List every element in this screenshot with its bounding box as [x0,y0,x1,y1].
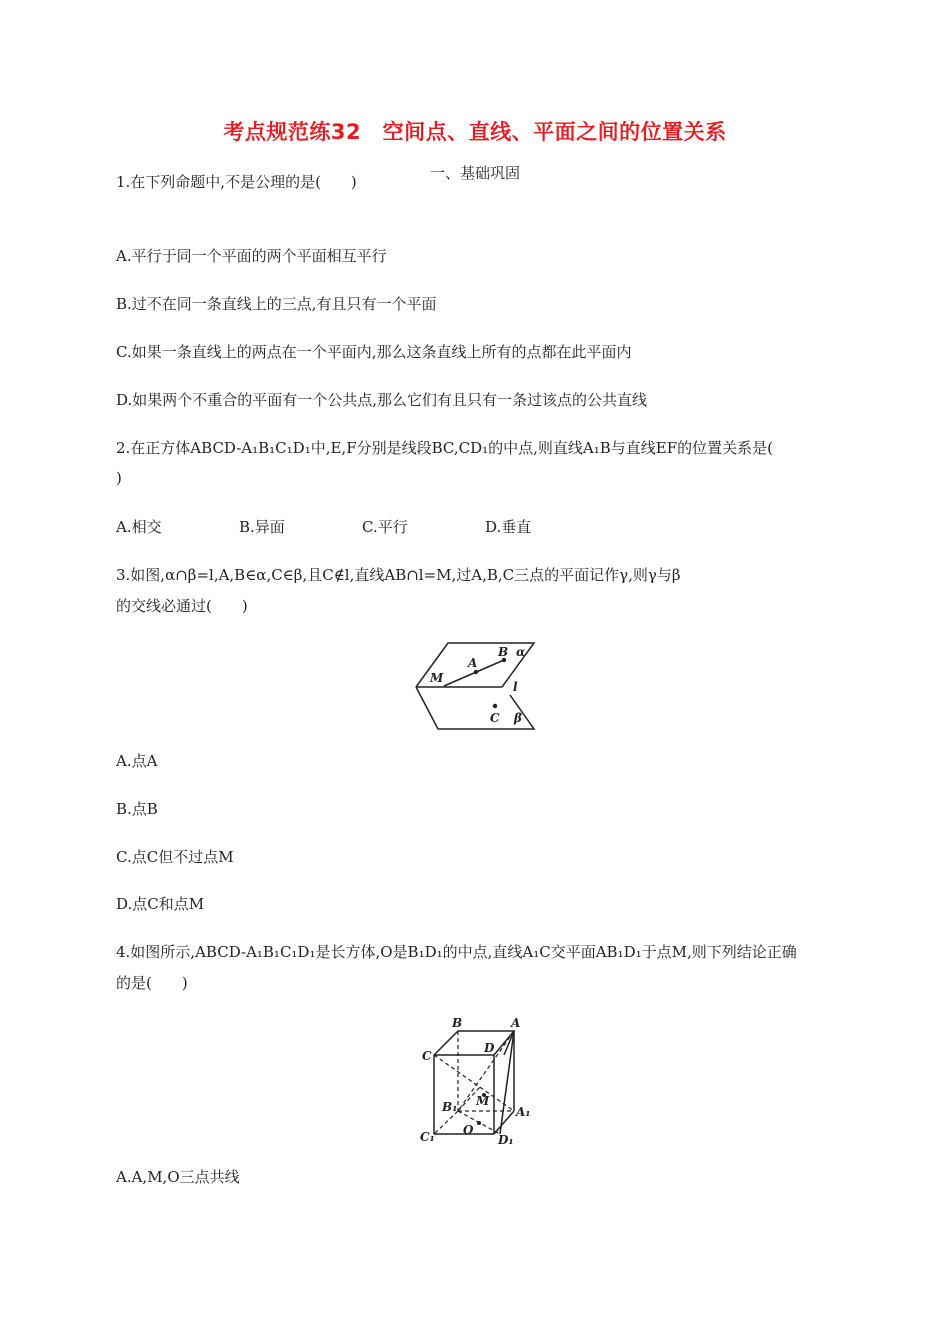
q3-label-beta: β [514,711,522,725]
q2-option-a: A.相交 [116,518,162,536]
q3-label-alpha: α [516,645,526,659]
q3-figure [410,640,540,735]
q1-stem: 1.在下列命题中,不是公理的是( ) [116,173,357,191]
q3-option-b: B.点B [116,800,158,818]
q4-point-o [477,1121,481,1125]
q4-stem-line2: 的是( ) [116,974,188,992]
q1-option-b: B.过不在同一条直线上的三点,有且只有一个平面 [116,295,437,313]
q4-label-b1: B₁ [442,1100,458,1114]
q4-label-c: C [422,1049,432,1063]
q4-label-b: B [452,1016,463,1030]
q4-figure [418,1015,533,1150]
q3-label-c: C [490,711,500,725]
q3-point-a [474,670,478,674]
section-title: 一、基础巩固 [429,164,520,182]
q1-option-a: A.平行于同一个平面的两个平面相互平行 [116,247,387,265]
q4-option-a: A.A,M,O三点共线 [116,1168,240,1186]
q2-option-c: C.平行 [362,518,408,536]
q2-option-b: B.异面 [239,518,285,536]
q3-option-a: A.点A [116,752,158,770]
q4-label-d: D [484,1041,495,1055]
q3-label-a: A [468,656,478,670]
q3-label-m: M [430,671,444,685]
q3-stem-line1: 3.如图,α∩β=l,A,B∈α,C∈β,且C∉l,直线AB∩l=M,过A,B,C三点的平面记作γ,则γ与β [116,566,681,584]
q3-option-c: C.点C但不过点M [116,848,234,866]
q4-stem-line1: 4.如图所示,ABCD-A₁B₁C₁D₁是长方体,O是B₁D₁的中点,直线A₁C交平面AB₁D₁于点M,则下列结论正确 [116,943,797,961]
q4-label-d1: D₁ [498,1133,514,1147]
q4-label-m: M [476,1094,490,1108]
q4-box-solid [434,1031,514,1134]
q2-stem-line2: ) [116,469,122,487]
q4-label-a1: A₁ [516,1105,531,1119]
q4-label-o: O [463,1123,474,1137]
q1-option-c: C.如果一条直线上的两点在一个平面内,那么这条直线上所有的点都在此平面内 [116,343,632,361]
page-title: 考点规范练32 空间点、直线、平面之间的位置关系 [223,120,727,144]
q1-option-d: D.如果两个不重合的平面有一个公共点,那么它们有且只有一条过该点的公共直线 [116,391,648,409]
q2-options [116,517,608,537]
q2-option-d: D.垂直 [485,518,532,536]
q3-label-b: B [498,645,509,659]
q3-point-c [493,704,497,708]
q3-label-l: l [513,680,518,694]
q3-option-d: D.点C和点M [116,895,205,913]
q2-stem-line1: 2.在正方体ABCD-A₁B₁C₁D₁中,E,F分别是线段BC,CD₁的中点,则直线A₁B与直线EF的位置关系是( [116,439,773,457]
q4-label-c1: C₁ [420,1130,435,1144]
q4-label-a: A [511,1016,521,1030]
q3-stem-line2: 的交线必通过( ) [116,597,248,615]
